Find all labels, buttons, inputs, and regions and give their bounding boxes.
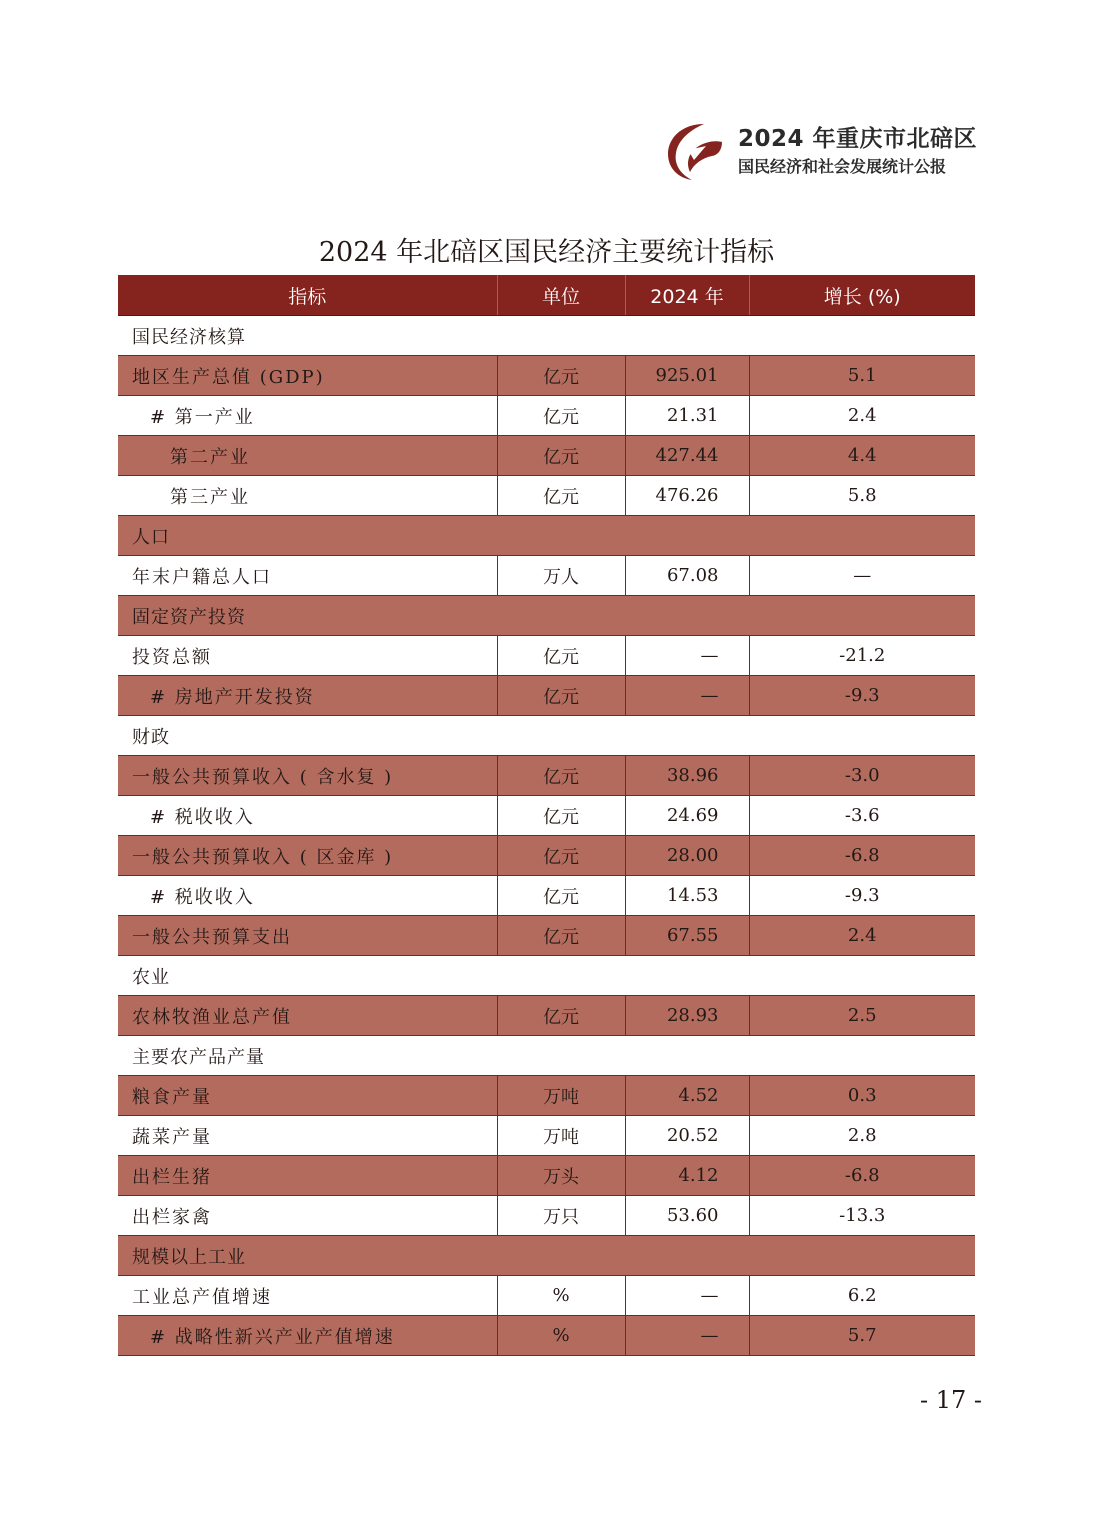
growth-cell: -13.3	[749, 1196, 975, 1236]
value-cell: 476.26	[625, 476, 749, 516]
value-cell: —	[625, 676, 749, 716]
indicator-cell: 一般公共预算收入 ( 区金库 )	[118, 836, 497, 876]
value-cell: 14.53	[625, 876, 749, 916]
value-cell: 4.12	[625, 1156, 749, 1196]
table-body	[118, 316, 975, 1356]
table-row	[118, 356, 975, 396]
table-row	[118, 676, 975, 716]
table-row	[118, 636, 975, 676]
value-cell: 21.31	[625, 396, 749, 436]
section-row	[118, 316, 975, 356]
section-heading: 农业	[118, 956, 975, 996]
unit-cell: 亿元	[497, 836, 625, 876]
unit-cell: 万只	[497, 1196, 625, 1236]
table-row	[118, 476, 975, 516]
unit-cell: 亿元	[497, 356, 625, 396]
bulletin-logo-icon	[664, 120, 726, 182]
column-header-unit: 单位	[497, 275, 625, 316]
unit-cell: 亿元	[497, 636, 625, 676]
indicator-cell: 出栏家禽	[118, 1196, 497, 1236]
section-heading: 财政	[118, 716, 975, 756]
indicator-cell: # 第一产业	[118, 396, 497, 436]
unit-cell: 万吨	[497, 1116, 625, 1156]
value-cell: —	[625, 1316, 749, 1356]
value-cell: 4.52	[625, 1076, 749, 1116]
unit-cell: 亿元	[497, 996, 625, 1036]
table-row	[118, 756, 975, 796]
indicator-cell: # 税收收入	[118, 876, 497, 916]
section-row	[118, 1236, 975, 1276]
table-row	[118, 796, 975, 836]
growth-cell: —	[749, 556, 975, 596]
value-cell: 28.93	[625, 996, 749, 1036]
growth-cell: 2.4	[749, 916, 975, 956]
section-heading: 人口	[118, 516, 975, 556]
column-header-growth: 增长 (%)	[749, 275, 975, 316]
section-row	[118, 956, 975, 996]
section-heading: 主要农产品产量	[118, 1036, 975, 1076]
growth-cell: 0.3	[749, 1076, 975, 1116]
value-cell: 24.69	[625, 796, 749, 836]
section-heading: 规模以上工业	[118, 1236, 975, 1276]
value-cell: 925.01	[625, 356, 749, 396]
indicator-cell: 农林牧渔业总产值	[118, 996, 497, 1036]
unit-cell: 亿元	[497, 756, 625, 796]
table-row	[118, 1316, 975, 1356]
unit-cell: %	[497, 1276, 625, 1316]
growth-cell: 5.8	[749, 476, 975, 516]
value-cell: 38.96	[625, 756, 749, 796]
growth-cell: 5.1	[749, 356, 975, 396]
indicator-cell: 工业总产值增速	[118, 1276, 497, 1316]
indicator-cell: 年末户籍总人口	[118, 556, 497, 596]
indicator-cell: # 税收收入	[118, 796, 497, 836]
indicator-cell: 一般公共预算支出	[118, 916, 497, 956]
table-row	[118, 396, 975, 436]
table-row	[118, 1156, 975, 1196]
table-row	[118, 916, 975, 956]
table-row	[118, 1116, 975, 1156]
unit-cell: 亿元	[497, 876, 625, 916]
growth-cell: 2.4	[749, 396, 975, 436]
indicator-cell: 第三产业	[118, 476, 497, 516]
statistics-table	[118, 275, 975, 1356]
growth-cell: 6.2	[749, 1276, 975, 1316]
unit-cell: 亿元	[497, 476, 625, 516]
indicator-cell: # 房地产开发投资	[118, 676, 497, 716]
value-cell: 67.08	[625, 556, 749, 596]
section-row	[118, 596, 975, 636]
growth-cell: 2.8	[749, 1116, 975, 1156]
unit-cell: 亿元	[497, 436, 625, 476]
table-row	[118, 1276, 975, 1316]
unit-cell: 亿元	[497, 796, 625, 836]
header-subtitle: 国民经济和社会发展统计公报	[738, 157, 947, 176]
indicator-cell: # 战略性新兴产业产值增速	[118, 1316, 497, 1356]
unit-cell: %	[497, 1316, 625, 1356]
unit-cell: 亿元	[497, 916, 625, 956]
growth-cell: 4.4	[749, 436, 975, 476]
table-row	[118, 556, 975, 596]
table-header-row	[118, 275, 975, 316]
indicator-cell: 蔬菜产量	[118, 1116, 497, 1156]
growth-cell: -6.8	[749, 836, 975, 876]
report-header	[664, 118, 994, 182]
value-cell: 28.00	[625, 836, 749, 876]
page-title: 2024 年北碚区国民经济主要统计指标	[318, 237, 775, 268]
unit-cell: 万吨	[497, 1076, 625, 1116]
unit-cell: 亿元	[497, 676, 625, 716]
indicator-cell: 一般公共预算收入 ( 含水复 )	[118, 756, 497, 796]
value-cell: 67.55	[625, 916, 749, 956]
header-title: 2024 年重庆市北碚区	[738, 126, 978, 152]
column-header-year: 2024 年	[625, 275, 749, 316]
section-row	[118, 516, 975, 556]
growth-cell: -3.0	[749, 756, 975, 796]
section-row	[118, 1036, 975, 1076]
growth-cell: -9.3	[749, 676, 975, 716]
unit-cell: 亿元	[497, 396, 625, 436]
growth-cell: -9.3	[749, 876, 975, 916]
column-header-indicator: 指标	[118, 275, 497, 316]
indicator-cell: 地区生产总值 (GDP)	[118, 356, 497, 396]
indicator-cell: 第二产业	[118, 436, 497, 476]
section-heading: 固定资产投资	[118, 596, 975, 636]
unit-cell: 万人	[497, 556, 625, 596]
growth-cell: 5.7	[749, 1316, 975, 1356]
unit-cell: 万头	[497, 1156, 625, 1196]
indicator-cell: 粮食产量	[118, 1076, 497, 1116]
value-cell: —	[625, 1276, 749, 1316]
value-cell: 20.52	[625, 1116, 749, 1156]
table-row	[118, 876, 975, 916]
table-row	[118, 996, 975, 1036]
value-cell: —	[625, 636, 749, 676]
value-cell: 427.44	[625, 436, 749, 476]
growth-cell: -21.2	[749, 636, 975, 676]
growth-cell: -6.8	[749, 1156, 975, 1196]
value-cell: 53.60	[625, 1196, 749, 1236]
indicator-cell: 投资总额	[118, 636, 497, 676]
growth-cell: 2.5	[749, 996, 975, 1036]
indicator-cell: 出栏生猪	[118, 1156, 497, 1196]
section-row	[118, 716, 975, 756]
growth-cell: -3.6	[749, 796, 975, 836]
page-number: - 17 -	[920, 1386, 983, 1414]
table-row	[118, 1076, 975, 1116]
table-row	[118, 436, 975, 476]
table-row	[118, 1196, 975, 1236]
table-row	[118, 836, 975, 876]
section-heading: 国民经济核算	[118, 316, 975, 356]
